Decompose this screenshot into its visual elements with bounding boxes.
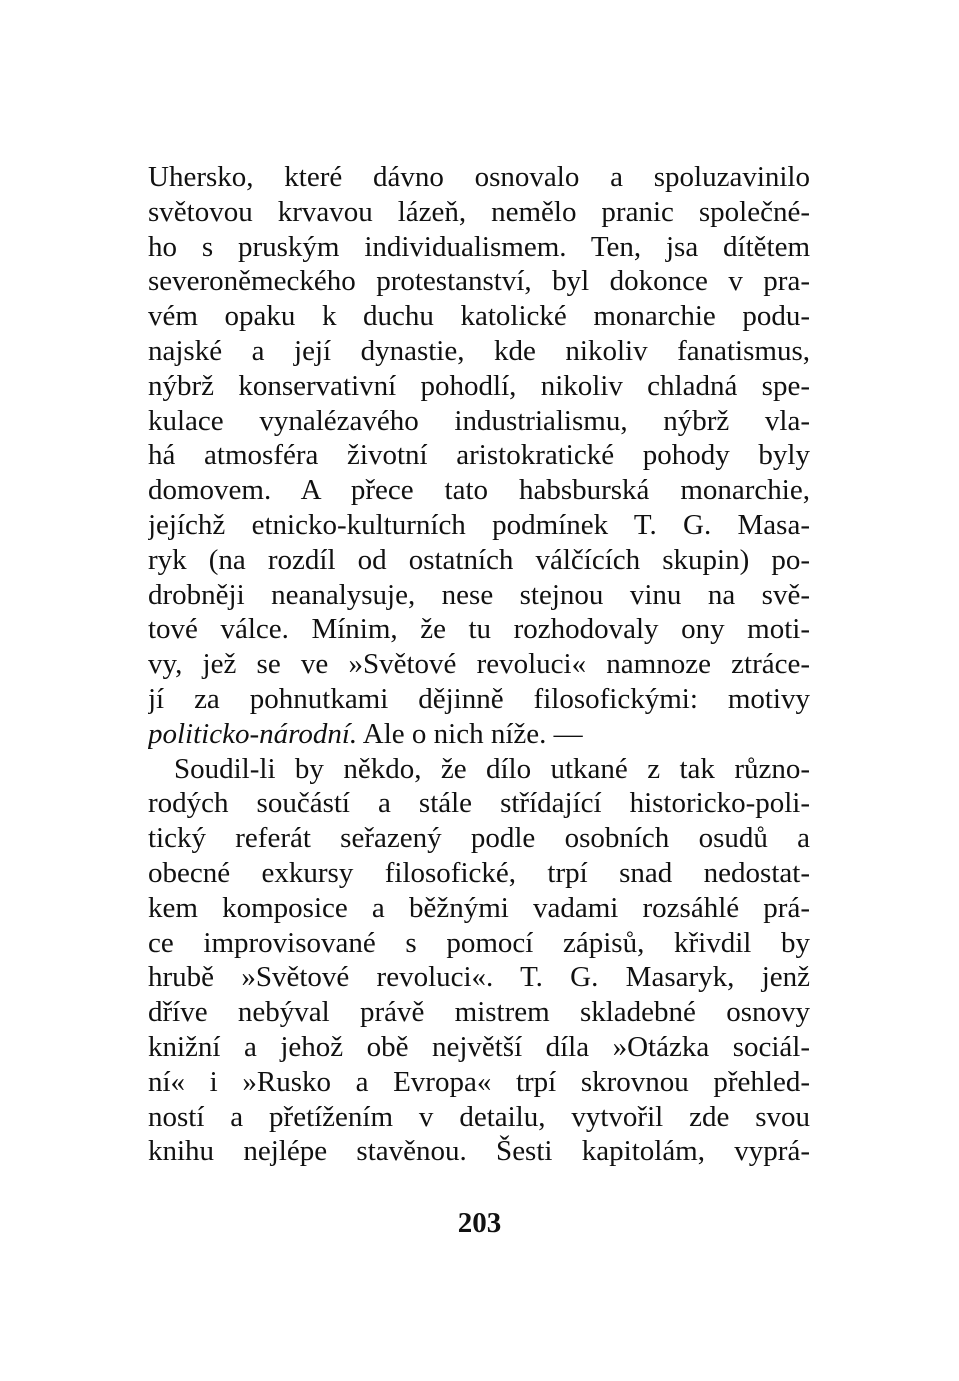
text-line: kem komposice a běžnými vadami rozsáhlé prá- xyxy=(148,891,810,924)
text-fragment: Ale o nich níže. — xyxy=(357,717,583,750)
text-line: vém opaku k duchu katolické monarchie podu- xyxy=(148,300,810,333)
text-line: knihu nejlépe stavěnou. Šesti kapitolám, vyprá- xyxy=(148,1135,810,1168)
text-line: domovem. A přece tato habsburská monarchie, xyxy=(148,474,810,507)
text-line: ní« i »Rusko a Evropa« trpí skrovnou přehled- xyxy=(148,1065,810,1098)
text-line: hrubě »Světové revoluci«. T. G. Masaryk, jenž xyxy=(148,961,810,994)
text-line: tové válce. Mínim, že tu rozhodovaly ony moti- xyxy=(148,613,810,646)
text-line: vy, jež se ve »Světové revoluci« namnoze ztráce- xyxy=(148,648,810,681)
text-line: najské a její dynastie, kde nikoliv fanatismus, xyxy=(148,334,810,367)
text-line: tický referát seřazený podle osobních osudů a xyxy=(148,822,810,855)
paragraph-first-line: Soudil-li by někdo, že dílo utkané z tak různo- xyxy=(174,752,810,785)
text-line: dříve nebýval právě mistrem skladebné osnovy xyxy=(148,996,810,1029)
text-line: nýbrž konservativní pohodlí, nikoliv chladná spe- xyxy=(148,369,810,402)
text-line: rodých součástí a stále střídající historicko-poli- xyxy=(148,787,810,820)
body-text xyxy=(148,160,810,1169)
text-line: kulace vynalézavého industrialismu, nýbrž vla- xyxy=(148,404,810,437)
text-line: světovou krvavou lázeň, nemělo pranic společné- xyxy=(148,195,810,228)
text-line: drobněji neanalysuje, nese stejnou vinu na svě- xyxy=(148,578,810,611)
text-line: Uhersko, které dávno osnovalo a spoluzavinilo xyxy=(148,161,810,193)
text-line: severoněmeckého protestanství, byl dokonce v pra- xyxy=(148,265,810,298)
text-line: ho s pruským individualismem. Ten, jsa dítětem xyxy=(148,230,810,263)
paragraph-end-line xyxy=(148,717,810,752)
page-number: 203 xyxy=(457,1207,502,1239)
text-line: há atmosféra životní aristokratické pohody byly xyxy=(148,439,810,472)
text-line: ností a přetížením v detailu, vytvořil zde svou xyxy=(148,1100,810,1133)
text-line: ce improvisované s pomocí zápisů, křivdil by xyxy=(148,926,810,959)
text-line: obecné exkursy filosofické, trpí snad nedostat- xyxy=(148,856,810,889)
italic-phrase: politicko-národní. xyxy=(148,717,358,750)
text-line: jí za pohnutkami dějinně filosofickými: motivy xyxy=(148,682,810,715)
text-line: jejíchž etnicko-kulturních podmínek T. G. Masa- xyxy=(148,508,810,541)
text-line: knižní a jehož obě největší díla »Otázka sociál- xyxy=(148,1030,810,1063)
text-line: ryk (na rozdíl od ostatních válčících skupin) po- xyxy=(148,543,810,576)
